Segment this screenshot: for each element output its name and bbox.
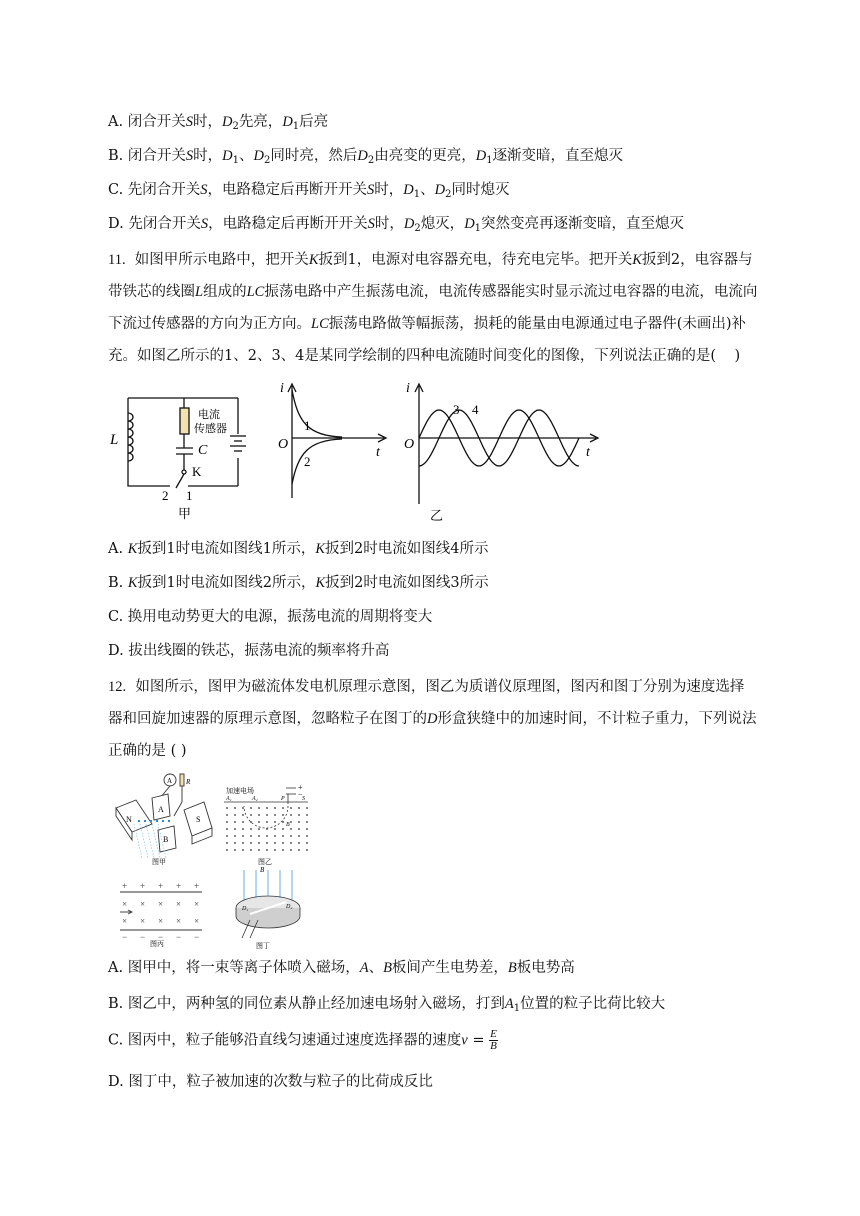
field-dot — [258, 849, 260, 851]
graph-curves-1-2 — [272, 380, 397, 504]
field-dot — [234, 814, 236, 816]
circuit-figure-jia — [108, 378, 268, 524]
q11-stem-line1: 11. 如图甲所示电路中，把开关K扳到1，电源对电容器充电，待充电完毕。把开关K扳到2，电容器与 — [108, 252, 753, 268]
q10-option-b: B. 闭合开关S时，$D_1$、$D_2$同时亮，然后$D_2$由亮变的更亮，$D_1$逐渐变暗，直至熄灭 — [108, 148, 624, 166]
field-dot — [242, 821, 244, 823]
graph2-origin: O — [404, 437, 415, 452]
d2-label: D₂ — [286, 904, 293, 910]
field-dot — [226, 828, 228, 830]
field-dot — [274, 849, 276, 851]
field-dot — [290, 835, 292, 837]
p-label: P — [281, 796, 285, 802]
ammeter-label: A — [167, 777, 173, 785]
field-dot — [258, 821, 260, 823]
a1-label: A₁ — [226, 796, 232, 802]
field-dot — [234, 821, 236, 823]
field-dot — [282, 807, 284, 809]
q10-option-a: A. 闭合开关S时，$D_2$先亮，$D_1$后亮 — [108, 114, 329, 132]
curve-4-label: 4 — [472, 402, 479, 417]
field-dot — [250, 842, 252, 844]
s-label: S — [302, 796, 305, 802]
field-dot — [258, 807, 260, 809]
q12-stem-line1: 12. 如图所示，图甲为磁流体发电机原理示意图，图乙为质谱仪原理图，图丙和图丁分别为速度选择 — [108, 679, 745, 695]
field-dot — [234, 807, 236, 809]
selector-mark: × — [122, 899, 128, 909]
b-field-label: B — [286, 822, 290, 828]
field-dot — [298, 835, 300, 837]
switch-pos-1: 1 — [186, 488, 193, 503]
field-dot — [234, 828, 236, 830]
field-dot — [234, 842, 236, 844]
magnet-n-label: N — [126, 815, 132, 824]
field-dot — [290, 821, 292, 823]
caption-tu-ding: 图丁 — [256, 942, 270, 950]
selector-mark: × — [140, 916, 146, 926]
q11-option-a: A. K扳到1时电流如图线1所示，K扳到2时电流如图线4所示 — [108, 541, 489, 557]
field-dot — [226, 842, 228, 844]
field-dot — [282, 835, 284, 837]
field-dot — [290, 814, 292, 816]
selector-mark: + — [122, 881, 128, 891]
selector-mark: × — [140, 899, 146, 909]
q10-option-c: C. 先闭合开关S，电路稳定后再断开开关S时，$D_1$、$D_2$同时熄灭 — [108, 182, 510, 200]
q12-option-b: B. 图乙中，两种氢的同位素从静止经加速电场射入磁场，打到$A_1$位置的粒子比荷比较大 — [108, 996, 666, 1014]
selector-mark: + — [194, 881, 200, 891]
field-dot — [282, 842, 284, 844]
field-dot — [242, 842, 244, 844]
field-dot — [226, 807, 228, 809]
selector-mark: − — [194, 932, 200, 942]
graph1-x-label: t — [376, 445, 380, 460]
field-dot — [298, 842, 300, 844]
field-dot — [274, 828, 276, 830]
q12-option-a: A. 图甲中，将一束等离子体喷入磁场，A、B板间产生电势差，B板电势高 — [108, 960, 575, 976]
curve-2-label: 2 — [304, 454, 311, 469]
field-dot — [258, 814, 260, 816]
field-dot — [250, 821, 252, 823]
field-dot — [274, 835, 276, 837]
q11-stem-line4: 充。如图乙所示的1、2、3、4是某同学绘制的四种电流随时间变化的图像，下列说法正确的是( ) — [108, 348, 741, 364]
field-dot — [298, 849, 300, 851]
q12-stem-line3: 正确的是 ( ) — [108, 743, 187, 759]
field-dot — [274, 814, 276, 816]
field-dot — [258, 828, 260, 830]
caption-tu-yi: 图乙 — [258, 858, 272, 866]
field-dot — [234, 835, 236, 837]
selector-mark: − — [140, 932, 146, 942]
resistor-label: R — [186, 778, 191, 786]
q11-option-d: D. 拔出线圈的铁芯，振荡电流的频率将升高 — [108, 643, 390, 659]
field-dot — [226, 835, 228, 837]
fraction-e-over-b: $\frac{E}{B}$ — [490, 1028, 497, 1052]
selector-mark: × — [158, 916, 164, 926]
curve-1-label: 1 — [304, 418, 311, 433]
graph1-y-label: i — [280, 381, 284, 396]
caption-jia: 甲 — [178, 506, 192, 521]
field-dot — [226, 814, 228, 816]
field-dot — [274, 807, 276, 809]
d1-label: D₁ — [242, 906, 249, 912]
field-dot — [298, 814, 300, 816]
a2-label: A₂ — [252, 796, 258, 802]
selector-mark: × — [194, 916, 200, 926]
caption-tu-bing: 图丙 — [150, 940, 164, 948]
magnet-s-label: S — [196, 815, 201, 824]
plus-sign: + — [298, 784, 303, 792]
field-dot — [306, 821, 308, 823]
graph1-origin: O — [278, 437, 289, 452]
field-dot — [290, 842, 292, 844]
selector-mark: − — [176, 932, 182, 942]
field-dot — [266, 828, 268, 830]
field-dot — [282, 821, 284, 823]
q12-stem-line2: 器和回旋加速器的原理示意图，忽略粒子在图丁的D形盒狭缝中的加速时间，不计粒子重力，下列说法 — [108, 711, 757, 727]
field-dot — [306, 849, 308, 851]
q11-option-c: C. 换用电动势更大的电源，振荡电流的周期将变大 — [108, 609, 433, 625]
field-dot — [290, 807, 292, 809]
q11-stem-line2: 带铁芯的线圈L组成的LC振荡电路中产生振荡电流，电流传感器能实时显示流过电容器的电流，电流向 — [108, 284, 758, 300]
field-dot — [258, 835, 260, 837]
field-dot — [250, 828, 252, 830]
field-dot — [250, 807, 252, 809]
caption-tu-jia: 图甲 — [152, 858, 166, 866]
field-dot — [250, 835, 252, 837]
field-dot — [242, 807, 244, 809]
field-dot — [242, 835, 244, 837]
field-dot — [250, 849, 252, 851]
field-dot — [298, 807, 300, 809]
field-dot — [282, 814, 284, 816]
field-dot — [290, 849, 292, 851]
graph2-y-label: i — [406, 381, 410, 396]
field-dot — [266, 821, 268, 823]
figure-jia-mhd-generator — [108, 772, 220, 866]
minus-sign: − — [298, 790, 303, 799]
selector-mark: + — [140, 881, 146, 891]
field-dot — [274, 842, 276, 844]
field-dot — [266, 814, 268, 816]
q11-stem-line3: 下流过传感器的方向为正方向。LC振荡电路做等幅振荡，损耗的能量由电源通过电子器件(未画出)补 — [108, 316, 747, 332]
field-dot — [250, 814, 252, 816]
field-dot — [266, 807, 268, 809]
field-dot — [266, 849, 268, 851]
field-dot — [306, 828, 308, 830]
selector-mark: × — [122, 916, 128, 926]
selector-mark: − — [122, 932, 128, 942]
selector-mark: × — [176, 899, 182, 909]
field-dot — [266, 842, 268, 844]
selector-mark: × — [176, 916, 182, 926]
selector-mark: + — [158, 881, 164, 891]
selector-mark: + — [176, 881, 182, 891]
caption-yi: 乙 — [430, 508, 444, 523]
q10-option-d: D. 先闭合开关S，电路稳定后再断开开关S时，$D_2$熄灭，$D_1$突然变亮再逐渐变暗，直至熄灭 — [108, 216, 685, 234]
field-dot — [226, 821, 228, 823]
plate-a-label: A — [158, 805, 164, 814]
field-dot — [298, 821, 300, 823]
field-dot — [242, 828, 244, 830]
inductor-label: L — [110, 432, 119, 448]
figure-bing-velocity-selector — [116, 880, 206, 950]
field-dot — [282, 849, 284, 851]
accel-field-label: 加速电场 — [226, 787, 254, 795]
field-dot — [306, 842, 308, 844]
capacitor-label: C — [198, 443, 208, 458]
field-dot — [266, 835, 268, 837]
selector-mark: − — [158, 932, 164, 942]
figure-ding-cyclotron — [228, 864, 312, 950]
graph-curves-3-4 — [400, 380, 605, 524]
field-dot — [306, 807, 308, 809]
field-dot — [290, 828, 292, 830]
ding-b-label: B — [260, 866, 265, 874]
q11-option-b: B. K扳到1时电流如图线2所示，K扳到2时电流如图线3所示 — [108, 575, 489, 591]
field-dot — [282, 828, 284, 830]
sensor-label-1: 电流 — [198, 409, 220, 421]
field-dot — [234, 849, 236, 851]
field-dot — [306, 814, 308, 816]
curve-3-label: 3 — [453, 402, 460, 417]
field-dot — [298, 828, 300, 830]
selector-mark: × — [158, 899, 164, 909]
field-dot — [242, 849, 244, 851]
field-dot — [306, 835, 308, 837]
switch-label: K — [192, 464, 202, 479]
switch-pos-2: 2 — [162, 488, 169, 503]
sensor-label-2: 传感器 — [194, 423, 227, 435]
selector-mark: × — [194, 899, 200, 909]
field-dot — [258, 842, 260, 844]
field-dot — [226, 849, 228, 851]
graph2-x-label: t — [586, 445, 590, 460]
plate-b-label: B — [163, 835, 169, 844]
field-dot — [242, 814, 244, 816]
figure-yi-mass-spectrometer — [222, 784, 312, 866]
q12-option-d: D. 图丁中，粒子被加速的次数与粒子的比荷成反比 — [108, 1074, 433, 1090]
field-dot — [274, 821, 276, 823]
q12-option-c: C. 图丙中，粒子能够沿直线匀速通过速度选择器的速度v = $\frac{E}{B}$ — [108, 1028, 497, 1052]
